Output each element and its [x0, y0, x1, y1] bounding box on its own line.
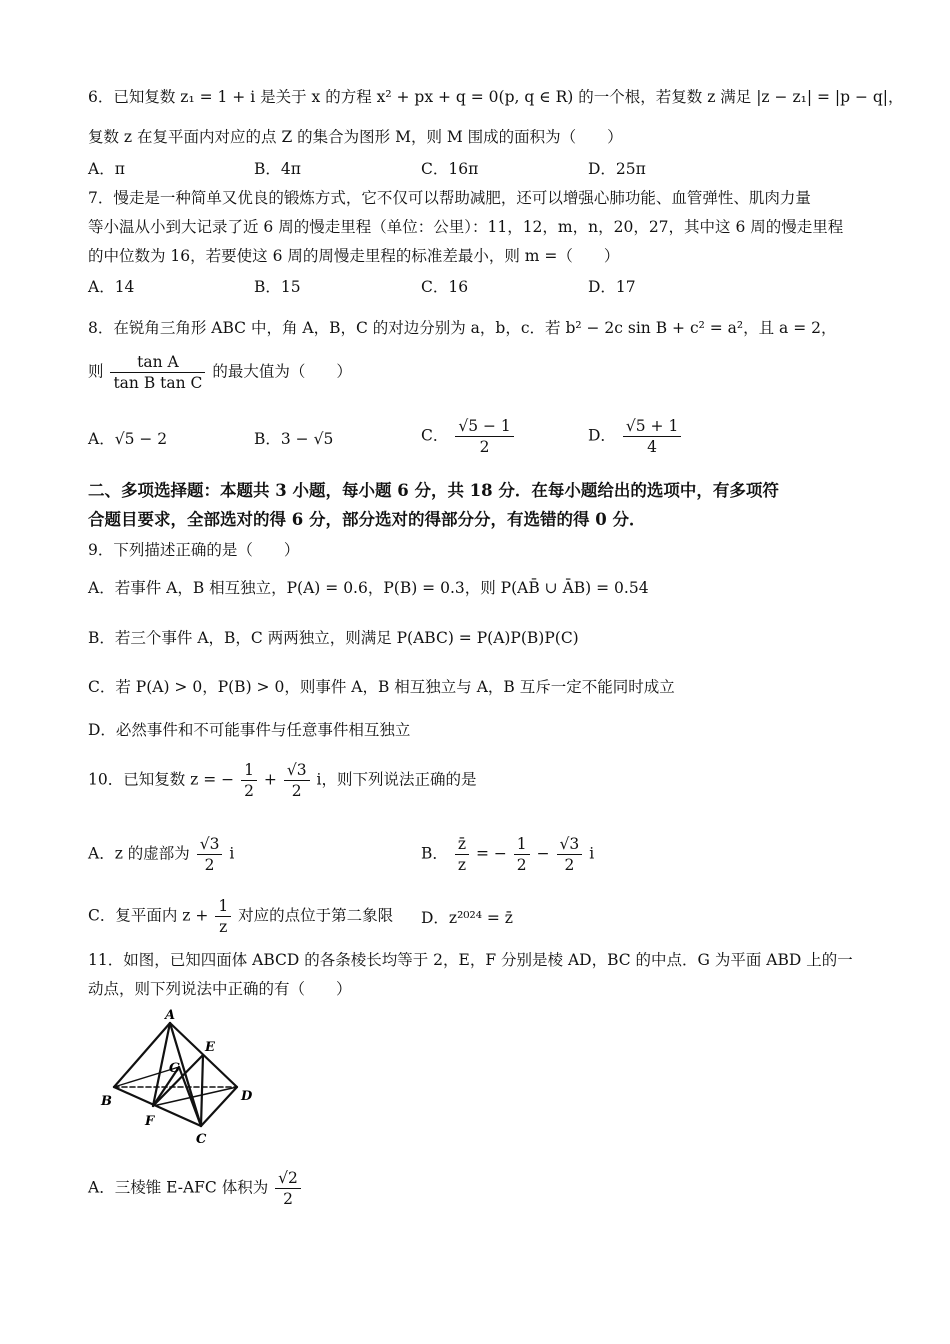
q10-option-c-suffix: 对应的点位于第二象限	[238, 906, 394, 925]
q7-option-c: C．16	[421, 278, 469, 296]
q8-line1: 8．在锐角三角形 ABC 中，角 A，B，C 的对边分别为 a，b，c．若 b² − 2c sin B + c² = a²，且 a = 2，	[88, 319, 837, 337]
q11-option-a-prefix: A．三棱锥 E-AFC 体积为	[88, 1178, 269, 1197]
q8-option-c	[421, 416, 516, 457]
q11-option-a-fraction	[275, 1168, 301, 1209]
q7-line3: 的中位数为 16，若要使这 6 周的周慢走里程的标准差最小，则 m =（ ）	[88, 247, 620, 265]
q6-line1: 6．已知复数 z₁ = 1 + i 是关于 x 的方程 x² + px + q = 0(p, q ∈ R) 的一个根，若复数 z 满足 |z − z₁| = |p − q|，	[88, 88, 904, 106]
q9-option-c: C．若 P(A) > 0，P(B) > 0，则事件 A，B 相互独立与 A，B 互斥一定不能同时成立	[88, 678, 675, 696]
q10-frac2-num: √3	[284, 760, 310, 781]
section2-line2: 合题目要求，全部选对的得 6 分，部分选对的得部分分，有选错的得 0 分．	[88, 510, 646, 529]
q10-option-c-fraction	[215, 896, 231, 937]
q10-option-c-num: 1	[215, 896, 231, 917]
q10-option-b-frac2-num: √3	[557, 834, 583, 855]
q9-option-b: B．若三个事件 A，B，C 两两独立，则满足 P(ABC) = P(A)P(B)P(C)	[88, 629, 579, 647]
q7-line1: 7．慢走是一种简单又优良的锻炼方式，它不仅可以帮助减肥，还可以增强心肺功能、血管弹性、肌肉力量	[88, 189, 811, 207]
q10-option-b-frac2	[557, 834, 583, 875]
q10-option-a-den: 2	[204, 856, 215, 874]
q7-option-d: D．17	[588, 278, 636, 296]
q8-option-d-den: 4	[647, 438, 658, 456]
section2-line1: 二、多项选择题：本题共 3 小题，每小题 6 分，共 18 分．在每小题给出的选项中，有多项符	[88, 481, 779, 500]
q8-option-c-den: 2	[479, 438, 490, 456]
q10-option-a	[88, 834, 234, 875]
q9-stem: 9．下列描述正确的是（ ）	[88, 541, 300, 559]
q6-line2: 复数 z 在复平面内对应的点 Z 的集合为图形 M，则 M 围成的面积为（ ）	[88, 128, 623, 146]
segment-ec	[201, 1055, 203, 1126]
q8-option-d	[588, 416, 683, 457]
q7-option-b: B．15	[254, 278, 301, 296]
edge-ab	[114, 1023, 170, 1087]
tetrahedron-figure	[95, 1005, 270, 1150]
q8-suffix: 的最大值为（ ）	[212, 362, 352, 381]
q10-frac1	[241, 760, 257, 801]
q10-frac1-den: 2	[244, 782, 254, 800]
q11-option-a-den: 2	[283, 1190, 293, 1208]
q10-option-a-num: √3	[197, 834, 223, 855]
label-b: B	[101, 1094, 112, 1109]
q6-option-d: D．25π	[588, 160, 646, 178]
q8-option-c-num: √5 − 1	[455, 416, 513, 437]
label-a: A	[165, 1008, 176, 1023]
q10-frac2-den: 2	[291, 782, 302, 800]
q10-option-b-frac2-den: 2	[564, 856, 575, 874]
label-e: E	[205, 1040, 215, 1055]
q10-stem	[88, 760, 477, 801]
q10-plus: +	[263, 770, 277, 789]
q10-option-c	[88, 896, 393, 937]
q10-prefix: 10．已知复数 z = −	[88, 770, 235, 789]
q10-option-c-den: z	[219, 918, 228, 936]
q10-option-b-frac1	[514, 834, 530, 875]
q11-option-a	[88, 1168, 303, 1209]
q10-option-b-frac0	[455, 834, 469, 875]
q11-line1: 11．如图，已知四面体 ABCD 的各条棱长均等于 2，E，F 分别是棱 AD，BC 的中点．G 为平面 ABD 上的一	[88, 951, 853, 969]
q11-line2: 动点，则下列说法中正确的有（ ）	[88, 980, 352, 998]
q10-option-b-frac1-num: 1	[514, 834, 530, 855]
q8-option-d-num: √5 + 1	[623, 416, 681, 437]
q10-suffix: i，则下列说法正确的是	[316, 770, 477, 789]
q7-line2: 等小温从小到大记录了近 6 周的慢走里程（单位：公里）：11，12，m，n，20，27，其中这 6 周的慢走里程	[88, 218, 844, 236]
q8-option-c-fraction	[455, 416, 513, 457]
q10-option-d: D．z²⁰²⁴ = z̄	[421, 909, 513, 927]
q11-option-a-num: √2	[275, 1168, 301, 1189]
q8-option-b: B．3 − √5	[254, 430, 334, 448]
label-f: F	[145, 1114, 155, 1129]
q6-option-c: C．16π	[421, 160, 479, 178]
q10-option-a-fraction	[197, 834, 223, 875]
q10-option-b-frac0-den: z	[457, 856, 466, 874]
q10-option-c-prefix: C．复平面内 z +	[88, 906, 209, 925]
q10-option-b-frac1-den: 2	[516, 856, 527, 874]
q10-option-a-suffix: i	[229, 844, 235, 863]
q8-option-d-fraction	[623, 416, 681, 457]
q8-frac-den: tan B tan C	[113, 374, 203, 392]
q8-option-a: A．√5 − 2	[88, 430, 168, 448]
q10-option-b-suffix: i	[589, 844, 595, 863]
q7-option-a: A．14	[88, 278, 135, 296]
q8-prefix: 则	[88, 362, 104, 381]
q10-option-b-label: B．	[421, 844, 448, 863]
q6-option-b: B．4π	[254, 160, 301, 178]
q10-option-b-minus: −	[536, 844, 550, 863]
q9-option-d: D．必然事件和不可能事件与任意事件相互独立	[88, 721, 411, 739]
label-d: D	[241, 1089, 253, 1104]
q8-line2	[88, 352, 352, 393]
q10-frac2	[284, 760, 310, 801]
label-g: G	[169, 1061, 181, 1076]
edge-cd	[201, 1087, 237, 1126]
q10-option-b-eq: = −	[475, 844, 507, 863]
q8-option-c-label: C．	[421, 426, 449, 445]
label-c: C	[196, 1132, 207, 1147]
q10-frac1-num: 1	[241, 760, 257, 781]
q8-fraction	[110, 352, 205, 393]
q8-option-d-label: D．	[588, 426, 616, 445]
q10-option-a-prefix: A．z 的虚部为	[88, 844, 190, 863]
q10-option-b	[421, 834, 594, 875]
q8-frac-num: tan A	[110, 352, 205, 373]
q9-option-a: A．若事件 A，B 相互独立，P(A) = 0.6，P(B) = 0.3，则 P(AB̄ ∪ ĀB) = 0.54	[88, 579, 649, 597]
q10-option-b-frac0-num: z̄	[455, 834, 469, 855]
q6-option-a: A．π	[88, 160, 125, 178]
